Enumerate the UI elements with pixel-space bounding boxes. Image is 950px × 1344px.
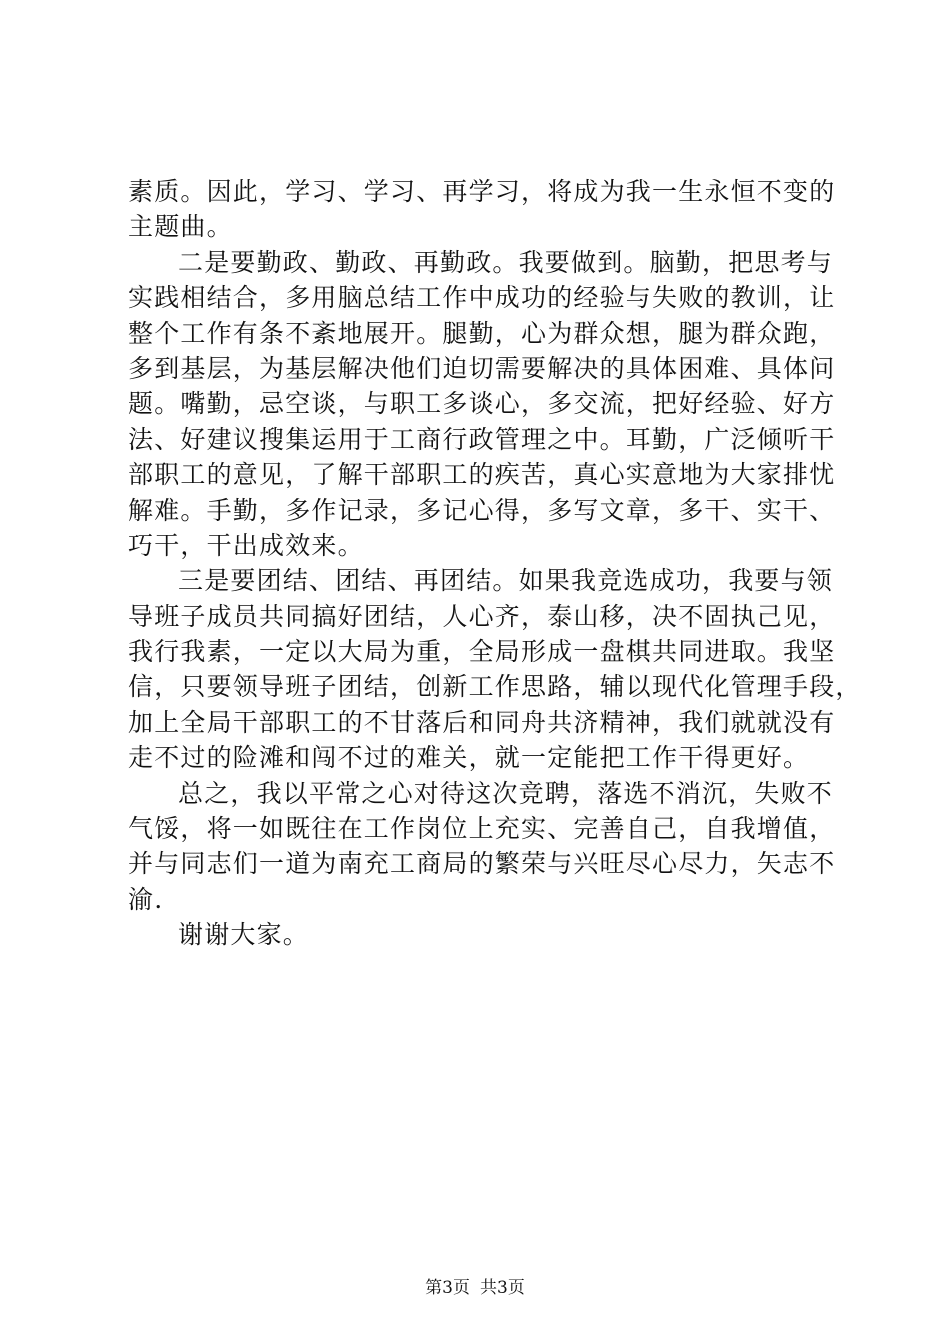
text-line: 素质。因此，学习、学习、再学习，将成为我一生永恒不变的 [128,177,836,206]
text-line: 加上全局干部职工的不甘落后和同舟共济精神，我们就就没有 [128,707,836,737]
text-line: 多到基层，为基层解决他们迫切需要解决的具体困难、具体问 [128,353,836,383]
text-line: 并与同志们一道为南充工商局的繁荣与兴旺尽心尽力，矢志不 [128,849,836,879]
text-line: 法、好建议搜集运用于工商行政管理之中。耳勤，广泛倾听干 [128,424,836,454]
text-line: 谢谢大家。 [178,920,310,950]
text-line: 解难。手勤，多作记录，多记心得，多写文章，多干、实干、 [128,495,836,525]
text-line: 题。嘴勤，忌空谈，与职工多谈心，多交流，把好经验、好方 [128,389,836,419]
text-line: 主题曲。 [128,212,233,242]
text-line: 我行我素，一定以大局为重，全局形成一盘棋共同进取。我坚 [128,637,836,667]
text-line: 信，只要领导班子团结，创新工作思路，辅以现代化管理手段， [128,672,862,702]
page-footer [0,1273,950,1298]
text-line: 二是要勤政、勤政、再勤政。我要做到。脑勤，把思考与 [178,247,834,277]
text-line: 渝. [128,884,164,914]
text-line: 实践相结合，多用脑总结工作中成功的经验与失败的教训，让 [128,283,836,313]
text-line: 总之，我以平常之心对待这次竞聘，落选不消沉，失败不 [178,778,834,808]
text-line: 整个工作有条不紊地展开。腿勤，心为群众想，腿为群众跑， [128,318,836,348]
text-line: 气馁，将一如既往在工作岗位上充实、完善自己，自我增值， [128,814,836,844]
text-line: 部职工的意见，了解干部职工的疾苦，真心实意地为大家排忧 [128,460,836,490]
text-line: 导班子成员共同搞好团结，人心齐，泰山移，决不固执己见， [128,601,836,631]
page-total: 共3页 [480,1278,525,1298]
page-number: 第3页 [425,1278,470,1298]
document-body [128,174,862,953]
text-line: 巧干，干出成效来。 [128,530,364,560]
text-line: 走不过的险滩和闯不过的难关，就一定能把工作干得更好。 [128,743,810,773]
text-line: 三是要团结、团结、再团结。如果我竞选成功，我要与领 [178,566,834,596]
